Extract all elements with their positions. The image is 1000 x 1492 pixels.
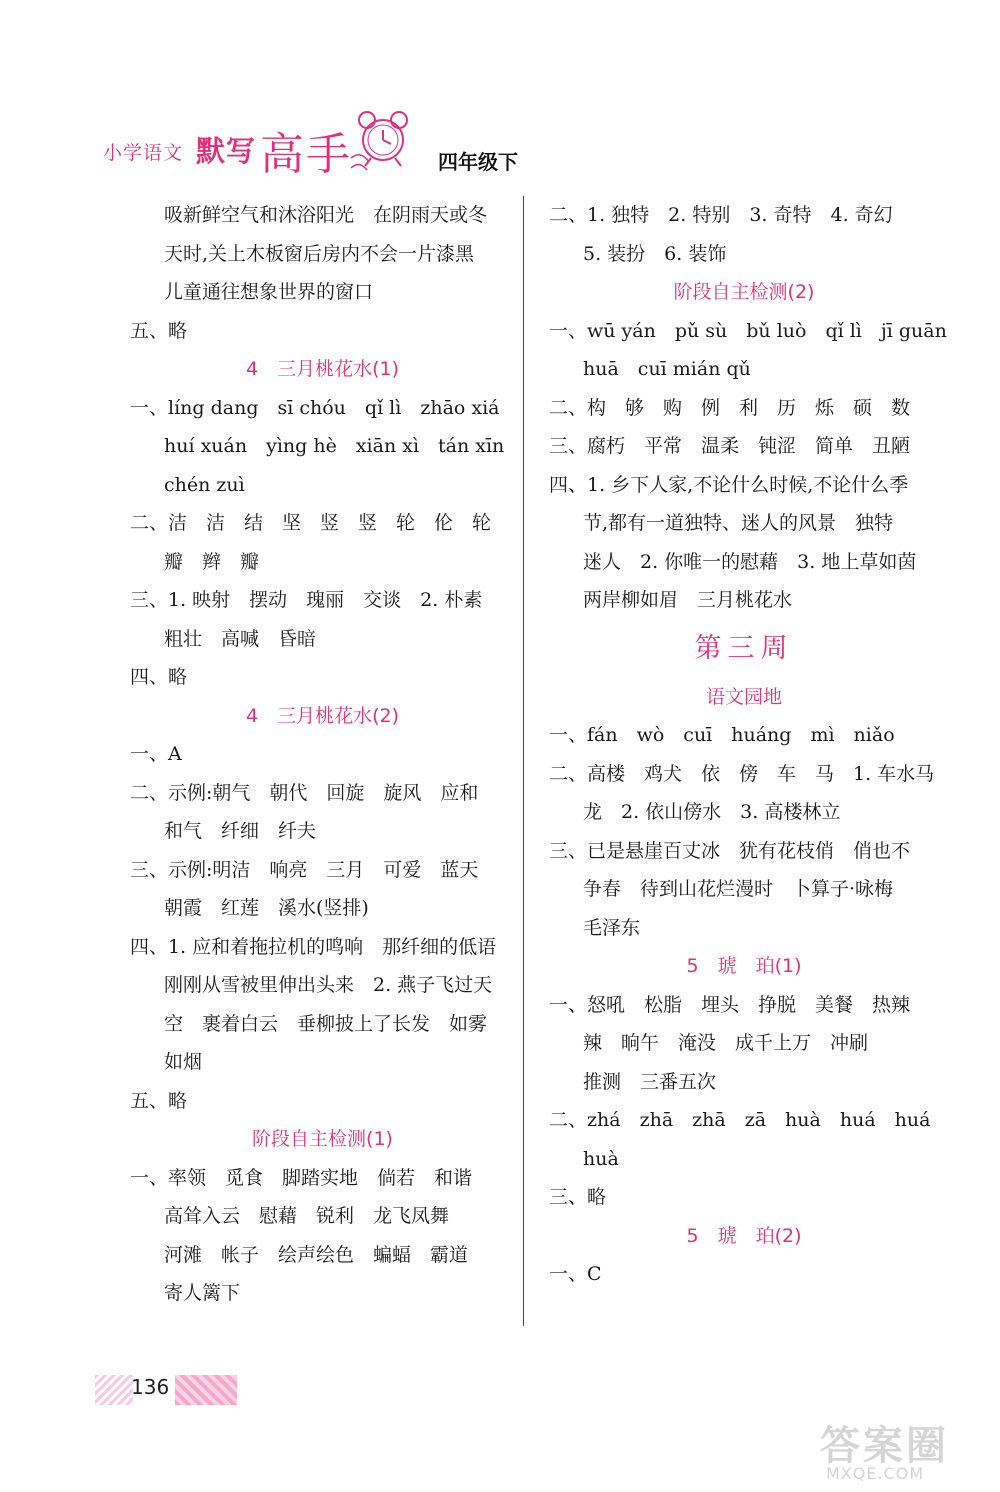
answer-line: 二、1. 独特 2. 特别 3. 奇特 4. 奇幻 — [549, 204, 893, 226]
section-heading: 4 三月桃花水(2) — [245, 704, 399, 727]
answer-line: 五、略 — [130, 319, 188, 342]
page-number: 136 — [131, 1375, 170, 1399]
answer-line: 三、略 — [549, 1186, 607, 1208]
answer-line: 毛泽东 — [583, 916, 641, 939]
answer-line: chén zuì — [164, 473, 245, 496]
answer-line: 一、C — [549, 1263, 602, 1285]
answer-line: 辣 晌午 淹没 成千上万 冲刷 — [583, 1032, 869, 1054]
answer-line: 争春 待到山花烂漫时 卜算子·咏梅 — [583, 878, 894, 900]
column-divider — [523, 196, 524, 1326]
answer-line: 一、A — [130, 743, 182, 765]
page-footer — [95, 1373, 245, 1407]
section-heading: 5 琥 珀(2) — [686, 1224, 802, 1247]
answer-line: 瓣 辫 瓣 — [164, 550, 260, 573]
answer-line: huà — [583, 1147, 619, 1170]
answer-line: 和气 纤细 纤夫 — [164, 820, 317, 842]
answer-line: 一、怒吼 松脂 埋头 挣脱 美餐 热辣 — [549, 993, 911, 1016]
answer-line: 二、洁 洁 结 坚 竖 竖 轮 伦 轮 — [130, 512, 492, 534]
watermark-url: MXQE.COM — [826, 1464, 925, 1483]
footer-pattern-left — [95, 1375, 133, 1405]
answer-line: 一、wū yán pǔ sù bǔ luò qǐ lì jī guān — [549, 319, 947, 342]
section-heading: 阶段自主检测(2) — [673, 281, 815, 303]
answer-line: 二、构 够 购 例 利 历 烁 硕 数 — [549, 396, 911, 419]
grade-label: 四年级下 — [438, 150, 518, 174]
series-big-title: 高手 — [260, 129, 352, 180]
answer-line: huā cuī mián qǔ — [583, 358, 751, 380]
answer-line: 四、1. 应和着拖拉机的鸣响 那纤细的低语 — [130, 935, 497, 958]
answer-line: 二、高楼 鸡犬 依 傍 车 马 1. 车水马 — [549, 762, 935, 785]
book-header — [103, 118, 563, 178]
answer-line: 二、示例:朝气 朝代 回旋 旋风 应和 — [130, 781, 479, 804]
answer-line: 三、示例:明洁 响亮 三月 可爱 蓝天 — [130, 858, 479, 881]
series-small-title: 小学语文 — [103, 142, 184, 164]
watermark — [820, 1410, 990, 1488]
answer-line: 刚刚从雪被里伸出头来 2. 燕子飞过天 — [164, 974, 493, 996]
answer-line: 儿童通往想象世界的窗口 — [164, 281, 374, 303]
answer-line: 一、率领 觅食 脚踏实地 倘若 和谐 — [130, 1166, 473, 1189]
answer-line: 5. 装扮 6. 装饰 — [583, 242, 727, 265]
answer-line: 三、已是悬崖百丈冰 犹有花枝俏 俏也不 — [549, 839, 911, 862]
answer-line: 一、líng dang sī chóu qǐ lì zhāo xiá — [130, 396, 500, 419]
section-heading: 4 三月桃花水(1) — [245, 358, 399, 380]
left-column — [130, 196, 515, 1313]
answer-line: 迷人 2. 你唯一的慰藉 3. 地上草如茵 — [583, 550, 917, 573]
answer-line: 吸新鲜空气和沐浴阳光 在阴雨天或冬 — [164, 204, 488, 226]
answer-line: 一、fán wò cuī huáng mì niǎo — [549, 724, 895, 746]
answer-line: 二、zhá zhā zhā zā huà huá huá — [549, 1109, 931, 1131]
answer-line: 空 裹着白云 垂柳披上了长发 如雾 — [164, 1012, 488, 1035]
answer-line: 推测 三番五次 — [583, 1070, 717, 1093]
answer-line: 龙 2. 依山傍水 3. 高楼林立 — [583, 801, 841, 823]
footer-pattern-right — [175, 1375, 237, 1405]
answer-line: 四、略 — [130, 666, 188, 688]
answer-line: 河滩 帐子 绘声绘色 蝙蝠 霸道 — [164, 1243, 469, 1266]
week-heading: 第三周 — [694, 632, 794, 664]
answer-line: huí xuán yìng hè xiān xì tán xīn — [164, 435, 505, 457]
answer-line: 粗壮 高喊 昏暗 — [164, 627, 317, 650]
answer-line: 四、1. 乡下人家,不论什么时候,不论什么季 — [549, 473, 909, 496]
answer-line: 高耸入云 慰藉 锐利 龙飞凤舞 — [164, 1205, 450, 1227]
answer-line: 五、略 — [130, 1089, 188, 1112]
section-heading: 语文园地 — [705, 685, 782, 708]
alarm-clock-icon — [343, 98, 423, 178]
answer-line: 如烟 — [164, 1051, 203, 1073]
answer-line: 寄人篱下 — [164, 1282, 241, 1304]
series-mid-title: 默写 — [196, 134, 257, 168]
answer-line: 三、1. 映射 摆动 瑰丽 交谈 2. 朴素 — [130, 589, 483, 611]
right-column — [549, 196, 947, 1294]
answer-line: 两岸柳如眉 三月桃花水 — [583, 589, 793, 611]
answer-line: 朝霞 红莲 溪水(竖排) — [164, 897, 369, 919]
section-heading: 5 琥 珀(1) — [686, 955, 802, 977]
answer-line: 节,都有一道独特、迷人的风景 独特 — [583, 512, 894, 534]
watermark-text: 答案圈 — [820, 1422, 949, 1469]
answer-line: 天时,关上木板窗后房内不会一片漆黑 — [164, 242, 475, 265]
answer-line: 三、腐朽 平常 温柔 钝涩 简单 丑陋 — [549, 435, 911, 457]
section-heading: 阶段自主检测(1) — [252, 1128, 393, 1150]
